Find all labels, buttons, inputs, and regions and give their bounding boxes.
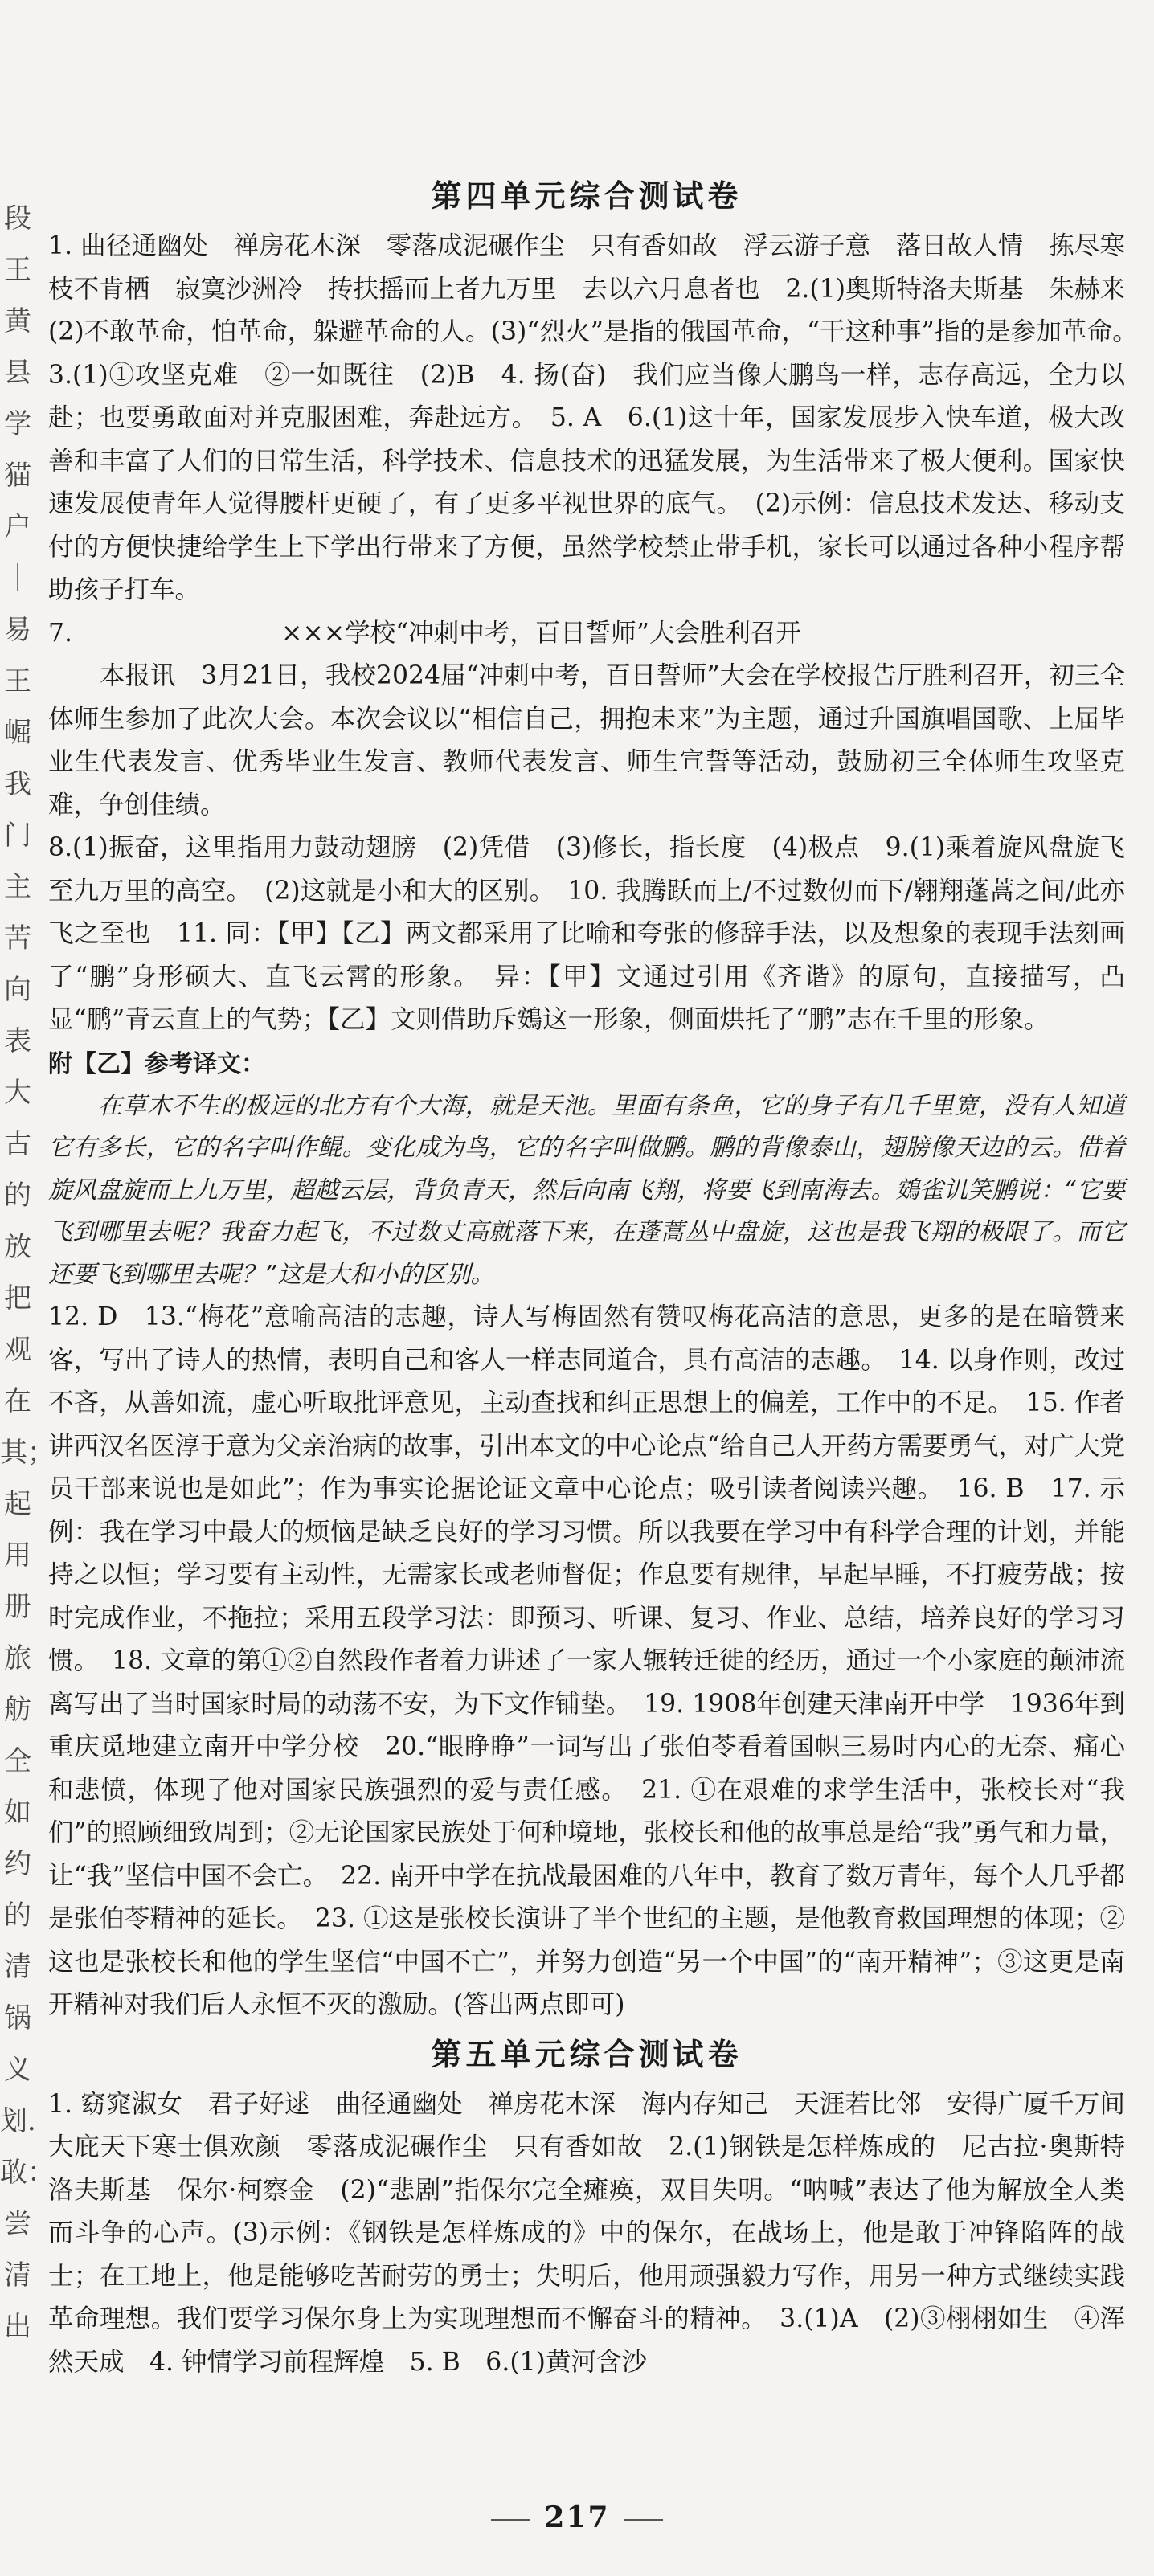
page-number-text: 217: [544, 2500, 610, 2534]
news-title-text: ×××学校“冲刺中考，百日誓师”大会胜利召开: [281, 618, 801, 648]
unit4-answers-1-6: 1. 曲径通幽处 禅房花木深 零落成泥碾作尘 只有香如故 浮云游子意 落日故人情 拣尽寒枝不肯栖 寂寞沙洲冷 抟扶摇而上者九万里 去以六月息者也 2.(1)奥斯特洛夫斯基 朱赫来 (2)不敢革命，怕革命，躲避革命的人。(3)“烈火”是指的俄国革命，“干这种事”指的是参加革命。 3.(1)①攻坚克难 ②一如既往 (2)B 4. 扬(奋) 我们应当像大鹏鸟一样，志存高远，全力以赴；也要勇敢面对并克服困难，奔赴远方。 5. A 6.(1)这十年，国家发展步入快车道，极大改善和丰富了人们的日常生活，科学技术、信息技术的迅猛发展，为生活带来了极大便利。国家快速发展使青年人觉得腰杆更硬了，有了更多平视世界的底气。 (2)示例：信息技术发达、移动支付的方便快捷给学生上下学出行带来了方便，虽然学校禁止带手机，家长可以通过各种小程序帮助孩子打车。: [48, 231, 1151, 604]
right-dash: [624, 2519, 663, 2521]
left-dash: [491, 2519, 530, 2521]
translation-text: 在草木不生的极远的北方有个大海，就是天池。里面有条鱼，它的身子有几千里宽，没有人知道它有多长，它的名字叫作鲲。变化成为鸟，它的名字叫做鹏。鹏的背像泰山，翅膀像天边的云。借着旋风盘旋而上九万里，超越云层，背负青天，然后向南飞翔，将要飞到南海去。鴳雀讥笑鹏说：“它要飞到哪里去呢？我奋力起飞，不过数丈高就落下来，在蓬蒿丛中盘旋，这也是我飞翔的极限了。而它还要飞到哪里去呢？”这是大和小的区别。: [48, 1091, 1125, 1289]
translation-heading: 附【乙】参考译文：: [48, 1049, 265, 1078]
unit5-title: 第五单元综合测试卷: [431, 2035, 743, 2072]
page-number: [0, 2500, 1154, 2534]
unit4-answers-8-11: 8.(1)振奋，这里指用力鼓动翅膀 (2)凭借 (3)修长，指长度 (4)极点 9.(1)乘着旋风盘旋飞至九万里的高空。 (2)这就是小和大的区别。 10. 我腾跃而上/不过数仞而下/翱翔蓬蒿之间/此亦飞之至也 11. 同：【甲】【乙】两文都采用了比喻和夸张的修辞手法，以及想象的表现手法刻画了“鹏”身形硕大、直飞云霄的形象。 异：【甲】文通过引用《齐谐》的原句，直接描写，凸显“鹏”青云直上的气势；【乙】文则借助斥鴳这一形象，侧面烘托了“鹏”志在千里的形象。: [48, 833, 1125, 1034]
unit5-answers-1-6: 1. 窈窕淑女 君子好逑 曲径通幽处 禅房花木深 海内存知己 天涯若比邻 安得广厦千万间 大庇天下寒士俱欢颜 零落成泥碾作尘 只有香如故 2.(1)钢铁是怎样炼成的 尼古拉·奥斯特洛夫斯基 保尔·柯察金 (2)“悲剧”指保尔完全瘫痪，双目失明。“呐喊”表达了他为解放全人类而斗争的心声。(3)示例：《钢铁是怎样炼成的》中的保尔，在战场上，他是敢于冲锋陷阵的战士；在工地上，他是能够吃苦耐劳的勇士；失明后，他用顽强毅力写作，用另一种方式继续实践革命理想。我们要学习保尔身上为实现理想而不懈奋斗的精神。 3.(1)A (2)③栩栩如生 ④浑然天成 4. 钟情学习前程辉煌 5. B 6.(1)黄河含沙: [48, 2089, 1151, 2377]
news-headline: [48, 612, 1125, 656]
question-number: 7.: [48, 618, 73, 648]
unit4-answers-12-23: 12. D 13.“梅花”意喻高洁的志趣，诗人写梅固然有赞叹梅花高洁的意思，更多的是在暗赞来客，写出了诗人的热情，表明自己和客人一样志同道合，具有高洁的志趣。 14. 以身作则，改过不吝，从善如流，虚心听取批评意见，主动查找和纠正思想上的偏差，工作中的不足。 15. 作者讲西汉名医淳于意为父亲治病的故事，引出本文的中心论点“给自己人开药方需要勇气，对广大党员干部来说也是如此”；作为事实论据论证文章中心论点；吸引读者阅读兴趣。 16. B 17. 示例：我在学习中最大的烦恼是缺乏良好的学习习惯。所以我要在学习中有科学合理的计划，并能持之以恒；学习要有主动性，无需家长或老师督促；作息要有规律，早起早睡，不打疲劳战；按时完成作业，不拖拉；采用五段学习法：即预习、听课、复习、作业、总结，培养良好的学习习惯。 18. 文章的第①②自然段作者着力讲述了一家人辗转迁徙的经历，通过一个小家庭的颠沛流离写出了当时国家时局的动荡不安，为下文作铺垫。 19. 1908年创建天津南开中学 1936年到重庆觅地建立南开中学分校 20.“眼睁睁”一词写出了张伯苓看着国帜三易时内心的无奈、痛心和悲愤，体现了他对国家民族强烈的爱与责任感。 21. ①在艰难的求学生活中，张校长对“我们”的照顾细致周到；②无论国家民族处于何种境地，张校长和他的故事总是给“我”勇气和力量，让“我”坚信中国不会亡。 22. 南开中学在抗战最困难的八年中，教育了数万青年，每个人几乎都是张伯苓精神的延长。 23. ①这是张校长演讲了半个世纪的主题，是他教育救国理想的体现；②这也是张校长和他的学生坚信“中国不亡”，并努力创造“另一个中国”的“南开精神”；③这更是南开精神对我们后人永恒不灭的激励。(答出两点即可): [48, 1302, 1125, 2019]
news-body: 本报讯 3月21日，我校2024届“冲刺中考，百日誓师”大会在学校报告厅胜利召开，初三全体师生参加了此次大会。本次会议以“相信自己，拥抱未来”为主题，通过升国旗唱国歌、上届毕业生代表发言、优秀毕业生发言、教师代表发言、师生宣誓等活动，鼓励初三全体师生攻坚克难，争创佳绩。: [48, 661, 1125, 820]
adjacent-page-margin-text: 段王黄县学猫户｜易王崛我门主苦向表大古的放把观在其；起用册旅舫全如约的清锅义划．敢：尝清出: [0, 202, 55, 2343]
unit4-title: 第四单元综合测试卷: [431, 178, 743, 214]
answer-page: [48, 174, 1151, 2384]
